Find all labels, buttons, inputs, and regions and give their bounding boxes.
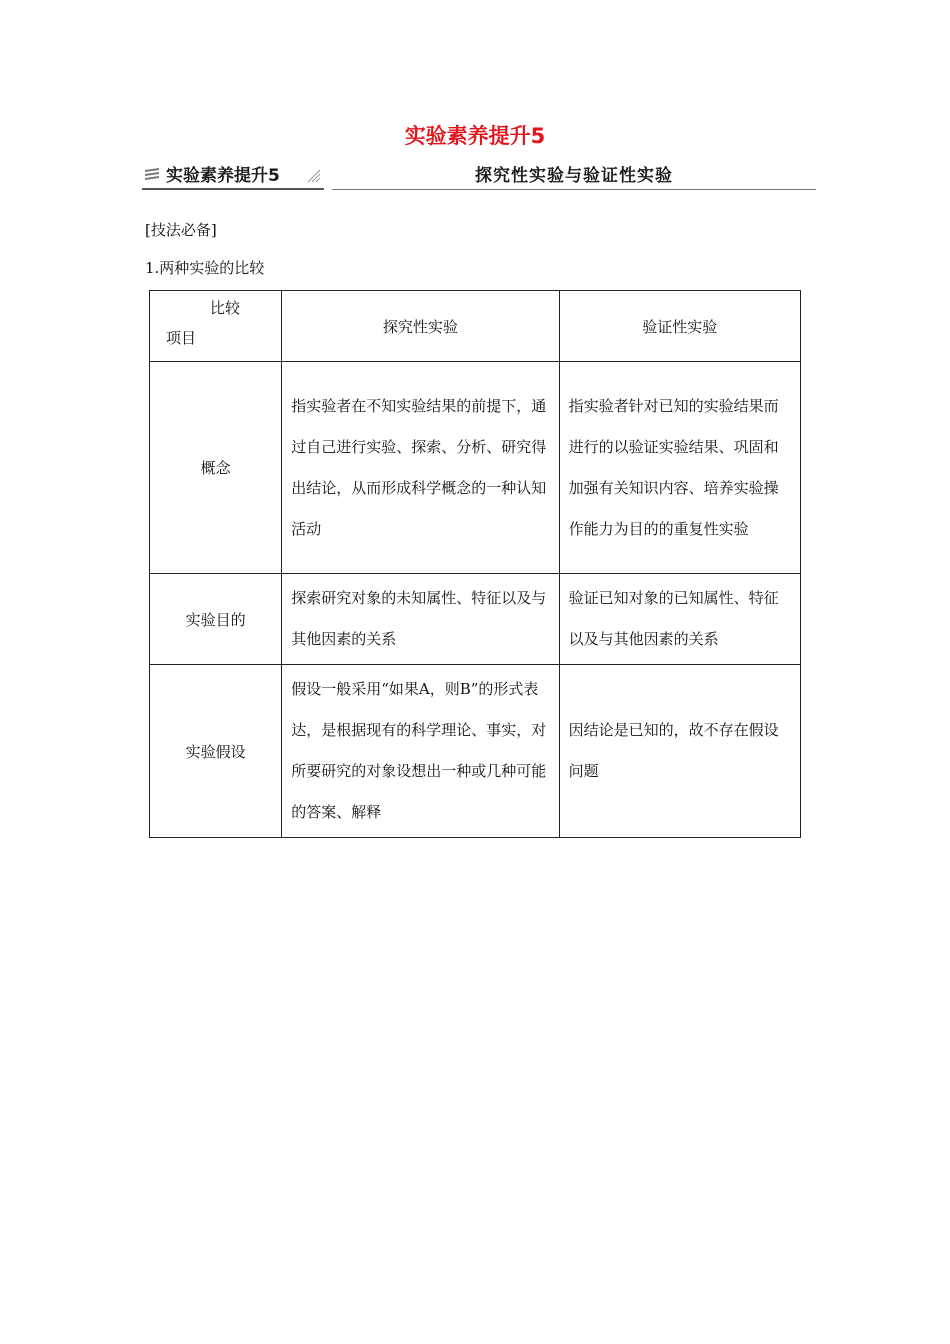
row-label: 概念 <box>150 362 282 574</box>
verify-cell: 指实验者针对已知的实验结果而进行的以验证实验结果、巩固和加强有关知识内容、培养实验操作能力为目的的重复性实验 <box>559 362 800 574</box>
subheading: 1.两种实验的比较 <box>145 259 265 277</box>
section-banner <box>142 160 816 194</box>
section-tag: [技法必备] <box>145 221 217 239</box>
table-header-row <box>150 291 801 362</box>
col-header-verify: 验证性实验 <box>559 291 800 362</box>
explore-cell: 探索研究对象的未知属性、特征以及与其他因素的关系 <box>282 574 559 665</box>
table-row <box>150 362 801 574</box>
explore-cell: 指实验者在不知实验结果的前提下，通过自己进行实验、探索、分析、研究得出结论，从而形成科学概念的一种认知活动 <box>282 362 559 574</box>
corner-top-label: 比较 <box>210 299 241 317</box>
verify-cell: 验证已知对象的已知属性、特征以及与其他因素的关系 <box>559 574 800 665</box>
corner-cell <box>150 291 282 362</box>
col-header-explore: 探究性实验 <box>282 291 559 362</box>
banner-left-label: 实验素养提升5 <box>166 166 280 186</box>
banner-right <box>332 160 816 194</box>
table-row <box>150 665 801 838</box>
banner-left-underline <box>142 188 324 190</box>
banner-right-label: 探究性实验与验证性实验 <box>475 166 673 186</box>
row-label: 实验目的 <box>150 574 282 665</box>
hatch-icon <box>306 168 322 184</box>
verify-cell: 因结论是已知的，故不存在假设问题 <box>559 665 800 838</box>
explore-cell: 假设一般采用“如果A，则B”的形式表达，是根据现有的科学理论、事实，对所要研究的对象设想出一种或几种可能的答案、解释 <box>282 665 559 838</box>
comparison-table <box>149 290 801 838</box>
row-label: 实验假设 <box>150 665 282 838</box>
stripe-icon <box>144 167 160 183</box>
banner-left <box>142 160 324 194</box>
table-row <box>150 574 801 665</box>
page-title: 实验素养提升5 <box>404 124 546 148</box>
banner-right-underline <box>332 189 816 190</box>
corner-bottom-label: 项目 <box>166 329 197 347</box>
